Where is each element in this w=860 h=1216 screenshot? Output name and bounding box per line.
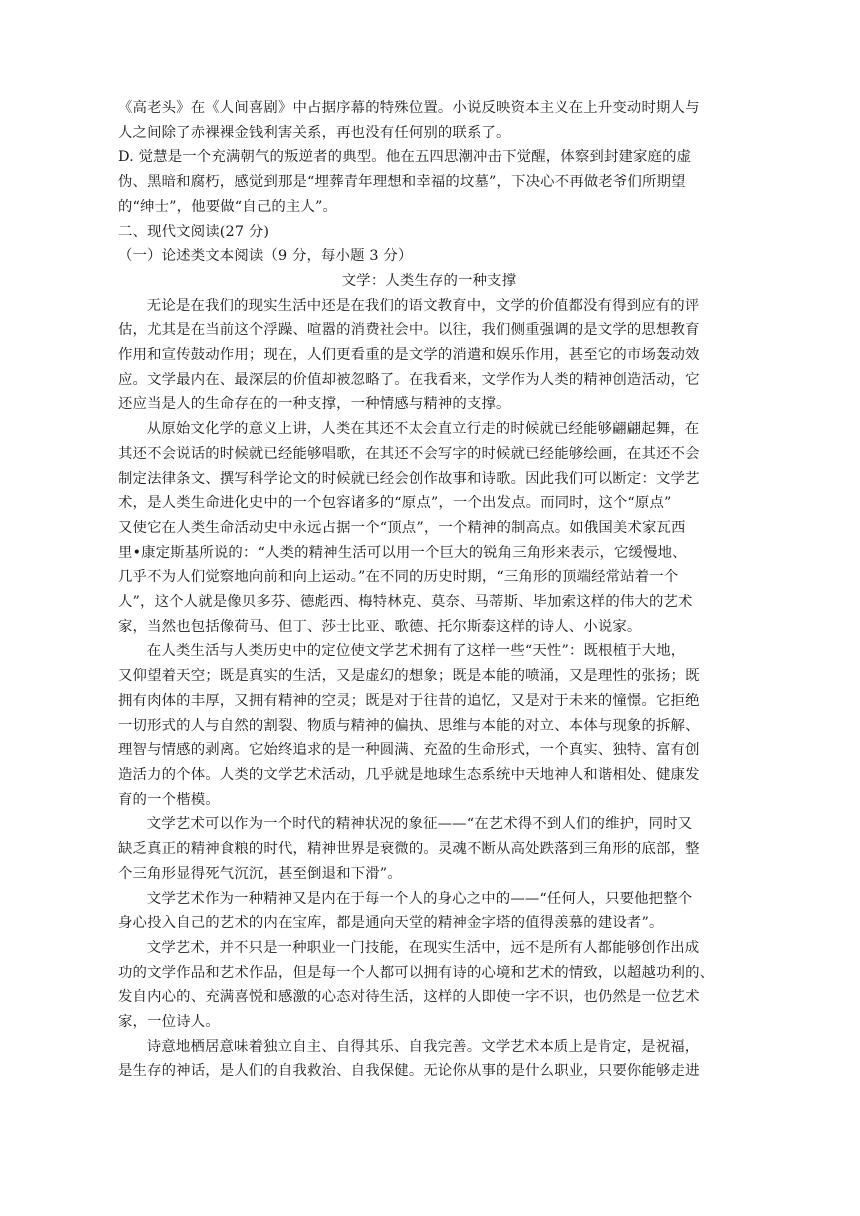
text-line: 个三角形显得死气沉沉，甚至倒退和下滑”。	[118, 865, 402, 882]
text-line: 功的文学作品和艺术作品，但是每一个人都可以拥有诗的心境和艺术的情致，以超越功利的、	[118, 964, 715, 981]
text-line: 又使它在人类生命活动史中永远占据一个“顶点”，一个精神的制高点。如俄国美术家瓦西	[118, 519, 686, 536]
text-line: 文学艺术，并不只是一种职业一门技能，在现实生活中，远不是所有人都能够创作出成	[146, 939, 700, 956]
text-line: 造活力的个体。人类的文学艺术活动，几乎就是地球生态系统中天地神人和谐相处、健康发	[118, 766, 700, 783]
article-paragraph-7	[118, 1035, 740, 1084]
article-paragraph-6	[118, 936, 740, 1035]
section-heading: 二、现代文阅读(27 分)	[118, 223, 270, 240]
text-line: 从原始文化学的意义上讲，人类在其还不太会直立行走的时候就已经能够翩翩起舞，在	[146, 421, 700, 438]
text-line: 身心投入自己的艺术的内在宝库，都是通向天堂的精神金字塔的值得羡慕的建设者”。	[118, 915, 664, 932]
text-line: 拥有肉体的丰厚，又拥有精神的空灵；既是对于往昔的追忆，又是对于未来的憧憬。它拒绝	[118, 692, 700, 709]
text-line: 制定法律条文、撰写科学论文的时候就已经会创作故事和诗歌。因此我们可以断定：文学艺	[118, 470, 700, 487]
text-line: 估，尤其是在当前这个浮躁、喧嚣的消费社会中。以往，我们侧重强调的是文学的思想教育	[118, 322, 700, 339]
article-paragraph-3	[118, 639, 740, 812]
option-d	[118, 145, 740, 219]
text-line: 理智与情感的剥离。它始终追求的是一种圆满、充盈的生命形式，一个真实、独特、富有创	[118, 742, 700, 759]
text-line: 人”，这个人就是像贝多芬、德彪西、梅特林克、莫奈、马蒂斯、毕加索这样的伟大的艺术	[118, 594, 693, 611]
text-line: 诗意地栖居意味着独立自主、自得其乐、自我完善。文学艺术本质上是肯定，是祝福，	[146, 1038, 700, 1055]
text-line: 里•康定斯基所说的：“人类的精神生活可以用一个巨大的锐角三角形来表示，它缓慢地、	[118, 544, 687, 561]
text-line: 《高老头》在《人间喜剧》中占据序幕的特殊位置。小说反映资本主义在上升变动时期人与	[118, 100, 700, 116]
text-line: 还应当是人的生命存在的一种支撑，一种情感与精神的支撑。	[118, 396, 511, 413]
sub-heading: （一）论述类文本阅读（9 分，每小题 3 分）	[118, 248, 413, 265]
text-line: 是生存的神话，是人们的自我救治、自我保健。无论你从事的是什么职业，只要你能够走进	[118, 1063, 700, 1080]
text-line: D. 觉慧是一个充满朝气的叛逆者的典型。他在五四思潮冲击下觉醒，体察到封建家庭的虚	[118, 149, 692, 166]
text-line: 在人类生活与人类历史中的定位使文学艺术拥有了这样一些“天性”：既根植于大地，	[146, 643, 686, 660]
text-line: 家，当然也包括像荷马、但丁、莎士比亚、歌德、托尔斯泰这样的诗人、小说家。	[118, 618, 642, 635]
text-line: 文学艺术可以作为一个时代的精神状况的象征——“在艺术得不到人们的维护，同时又	[146, 816, 693, 833]
article-paragraph-5	[118, 887, 740, 936]
article-paragraph-2	[118, 417, 740, 639]
article-title: 文学：人类生存的一种支撑	[341, 272, 517, 289]
text-line: 的“绅士”，他要做“自己的主人”。	[118, 198, 338, 215]
text-line: 应。文学最内在、最深层的价值却被忽略了。在我看来，文学作为人类的精神创造活动，它	[118, 371, 700, 388]
text-line: 发自内心的、充满喜悦和感激的心态对待生活，这样的人即使一字不识，也仍然是一位艺术	[118, 989, 700, 1006]
text-line: 几乎不为人们觉察地向前和向上运动。”在不同的历史时期，“三角形的顶端经常站着一个	[118, 569, 679, 586]
text-line: 家，一位诗人。	[118, 1014, 220, 1031]
text-line: 其还不会说话的时候就已经能够唱歌，在其还不会写字的时候就已经能够绘画，在其还不会	[118, 445, 700, 462]
text-line: 术，是人类生命进化史中的一个包容诸多的“原点”，一个出发点。而同时，这个“原点”	[118, 495, 672, 512]
text-line: 育的一个楷模。	[118, 791, 220, 808]
text-line: 无论是在我们的现实生活中还是在我们的语文教育中，文学的价值都没有得到应有的评	[146, 297, 700, 314]
text-line: 伪、黑暗和腐朽，感觉到那是“埋葬青年理想和幸福的坟墓”，下决心不再做老爷们所期望	[118, 174, 686, 191]
document-page	[118, 96, 740, 1084]
text-line: 又仰望着天空；既是真实的生活，又是虚幻的想象；既是本能的喷涌，又是理性的张扬；既	[118, 668, 700, 685]
text-line: 一切形式的人与自然的割裂、物质与精神的偏执、思维与本能的对立、本体与现象的拆解、	[118, 717, 700, 734]
text-line: 作用和宣传鼓动作用；现在，人们更看重的是文学的消遣和娱乐作用，甚至它的市场轰动效	[118, 347, 700, 364]
text-line: 文学艺术作为一种精神又是内在于每一个人的身心之中的——“任何人，只要他把整个	[146, 890, 693, 907]
text-line: 人之间除了赤裸裸金钱利害关系，再也没有任何别的联系了。	[118, 124, 511, 141]
text-line: 缺乏真正的精神食粮的时代，精神世界是衰微的。灵魂不断从高处跌落到三角形的底部，整	[118, 841, 700, 858]
article-paragraph-4	[118, 812, 740, 886]
previous-question-text	[118, 96, 740, 145]
article-paragraph-1	[118, 294, 740, 418]
